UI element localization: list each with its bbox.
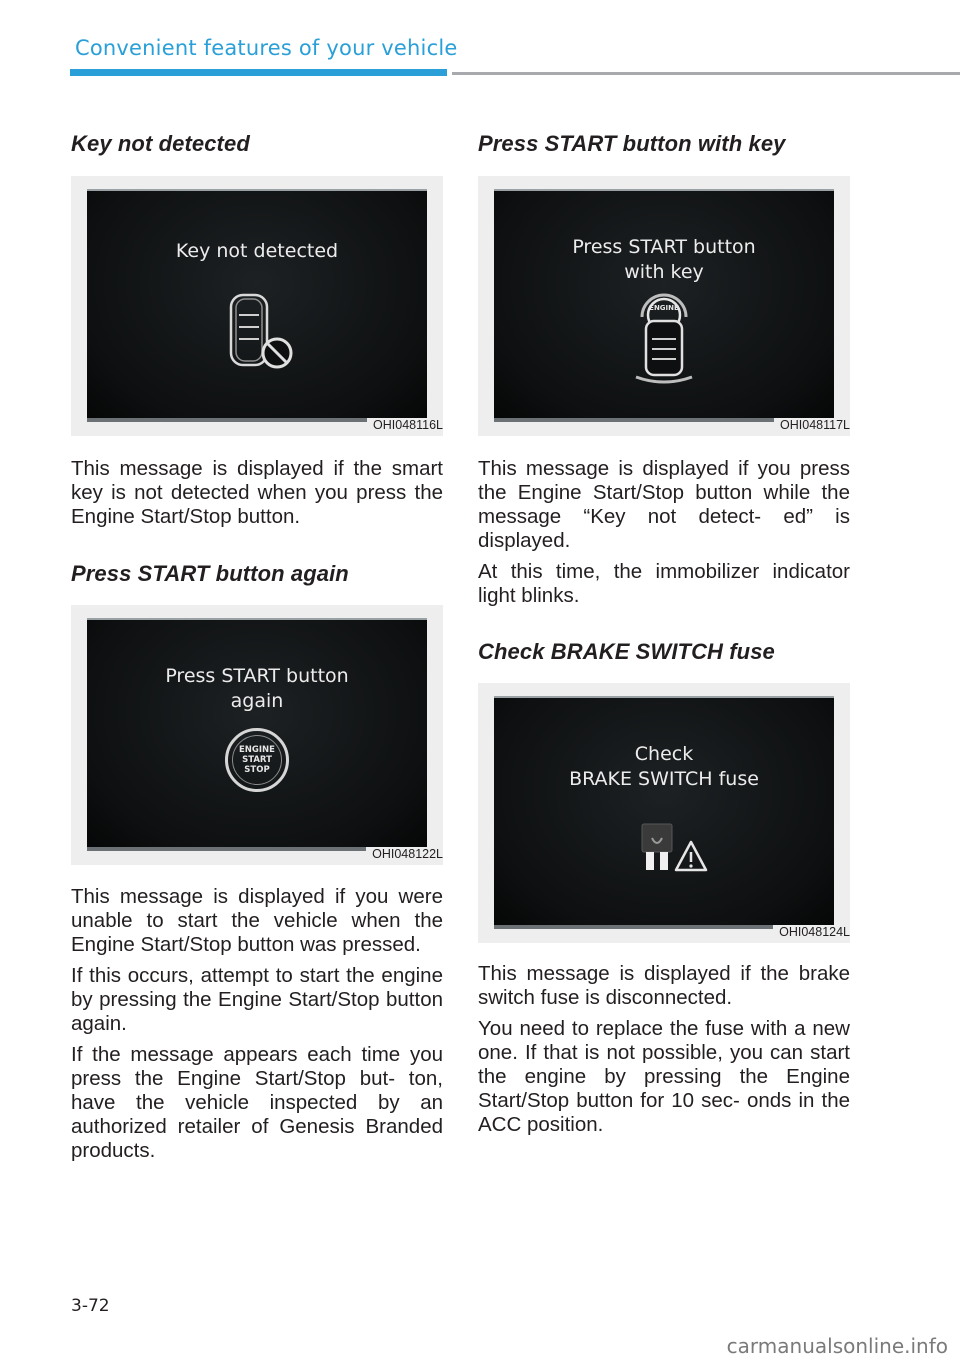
figure-code: OHI048116L	[367, 418, 443, 432]
paragraph: This message is displayed if you press the Engine Start/Stop button while the message “Key not detect- ed” is displayed.	[478, 457, 850, 552]
section-check-brake-switch-fuse	[478, 639, 850, 1137]
cluster-display	[87, 618, 427, 851]
figure-key-not-detected	[71, 176, 443, 436]
section-press-start-again	[71, 561, 443, 1163]
section-heading: Check BRAKE SWITCH fuse	[478, 639, 775, 664]
figure-code: OHI048117L	[774, 418, 850, 432]
page-number: 3-72	[71, 1296, 110, 1316]
cluster-display	[494, 696, 834, 929]
paragraph: This message is displayed if the brake switch fuse is disconnected.	[478, 962, 850, 1009]
section-body	[478, 962, 850, 1137]
paragraph: If the message appears each time you press the Engine Start/Stop but- ton, have the vehicle inspected by an authorized retailer of Genesis Branded products.	[71, 1043, 443, 1162]
figure-press-start-with-key	[478, 176, 850, 436]
figure-code: OHI048122L	[366, 847, 443, 861]
display-message: Key not detected	[175, 240, 339, 262]
section-heading: Key not detected	[71, 131, 250, 156]
section-key-not-detected	[71, 131, 443, 529]
paragraph: You need to replace the fuse with a new one. If that is not possible, you can start the engine by pressing the Engine Start/Stop button for 10 sec- onds in the ACC position.	[478, 1017, 850, 1136]
cluster-display	[494, 189, 834, 422]
paragraph: This message is displayed if the smart key is not detected when you press the Engine Start/Stop button.	[71, 457, 443, 528]
cluster-display	[87, 189, 427, 422]
figure-press-start-again	[71, 605, 443, 865]
display-message: Press START button again	[165, 665, 349, 712]
section-heading: Press START button with key	[478, 131, 786, 156]
svg-text:ENGINE: ENGINE	[649, 304, 679, 312]
fuse-warning-icon	[638, 820, 710, 878]
display-message: Press START button with key	[572, 236, 756, 283]
section-press-start-with-key	[478, 131, 850, 608]
section-heading: Press START button again	[71, 561, 349, 586]
engine-start-stop-button-icon: ENGINE START STOP	[225, 728, 289, 792]
running-header: Convenient features of your vehicle	[75, 36, 458, 60]
section-body	[71, 457, 443, 529]
smart-key-not-detected-icon	[227, 289, 297, 375]
key-to-start-button-icon	[628, 291, 700, 385]
display-message: Check BRAKE SWITCH fuse	[569, 743, 759, 790]
section-body	[71, 885, 443, 1163]
header-accent-bar	[70, 69, 447, 76]
paragraph: At this time, the immobilizer indicator light blinks.	[478, 560, 850, 607]
watermark: carmanualsonline.info	[726, 1334, 948, 1358]
figure-check-brake-switch-fuse	[478, 683, 850, 943]
header-rule	[452, 72, 960, 75]
paragraph: This message is displayed if you were unable to start the vehicle when the Engine Start/Stop button was pressed.	[71, 885, 443, 956]
paragraph: If this occurs, attempt to start the engine by pressing the Engine Start/Stop button again.	[71, 964, 443, 1035]
figure-code: OHI048124L	[773, 925, 850, 939]
section-body	[478, 457, 850, 608]
